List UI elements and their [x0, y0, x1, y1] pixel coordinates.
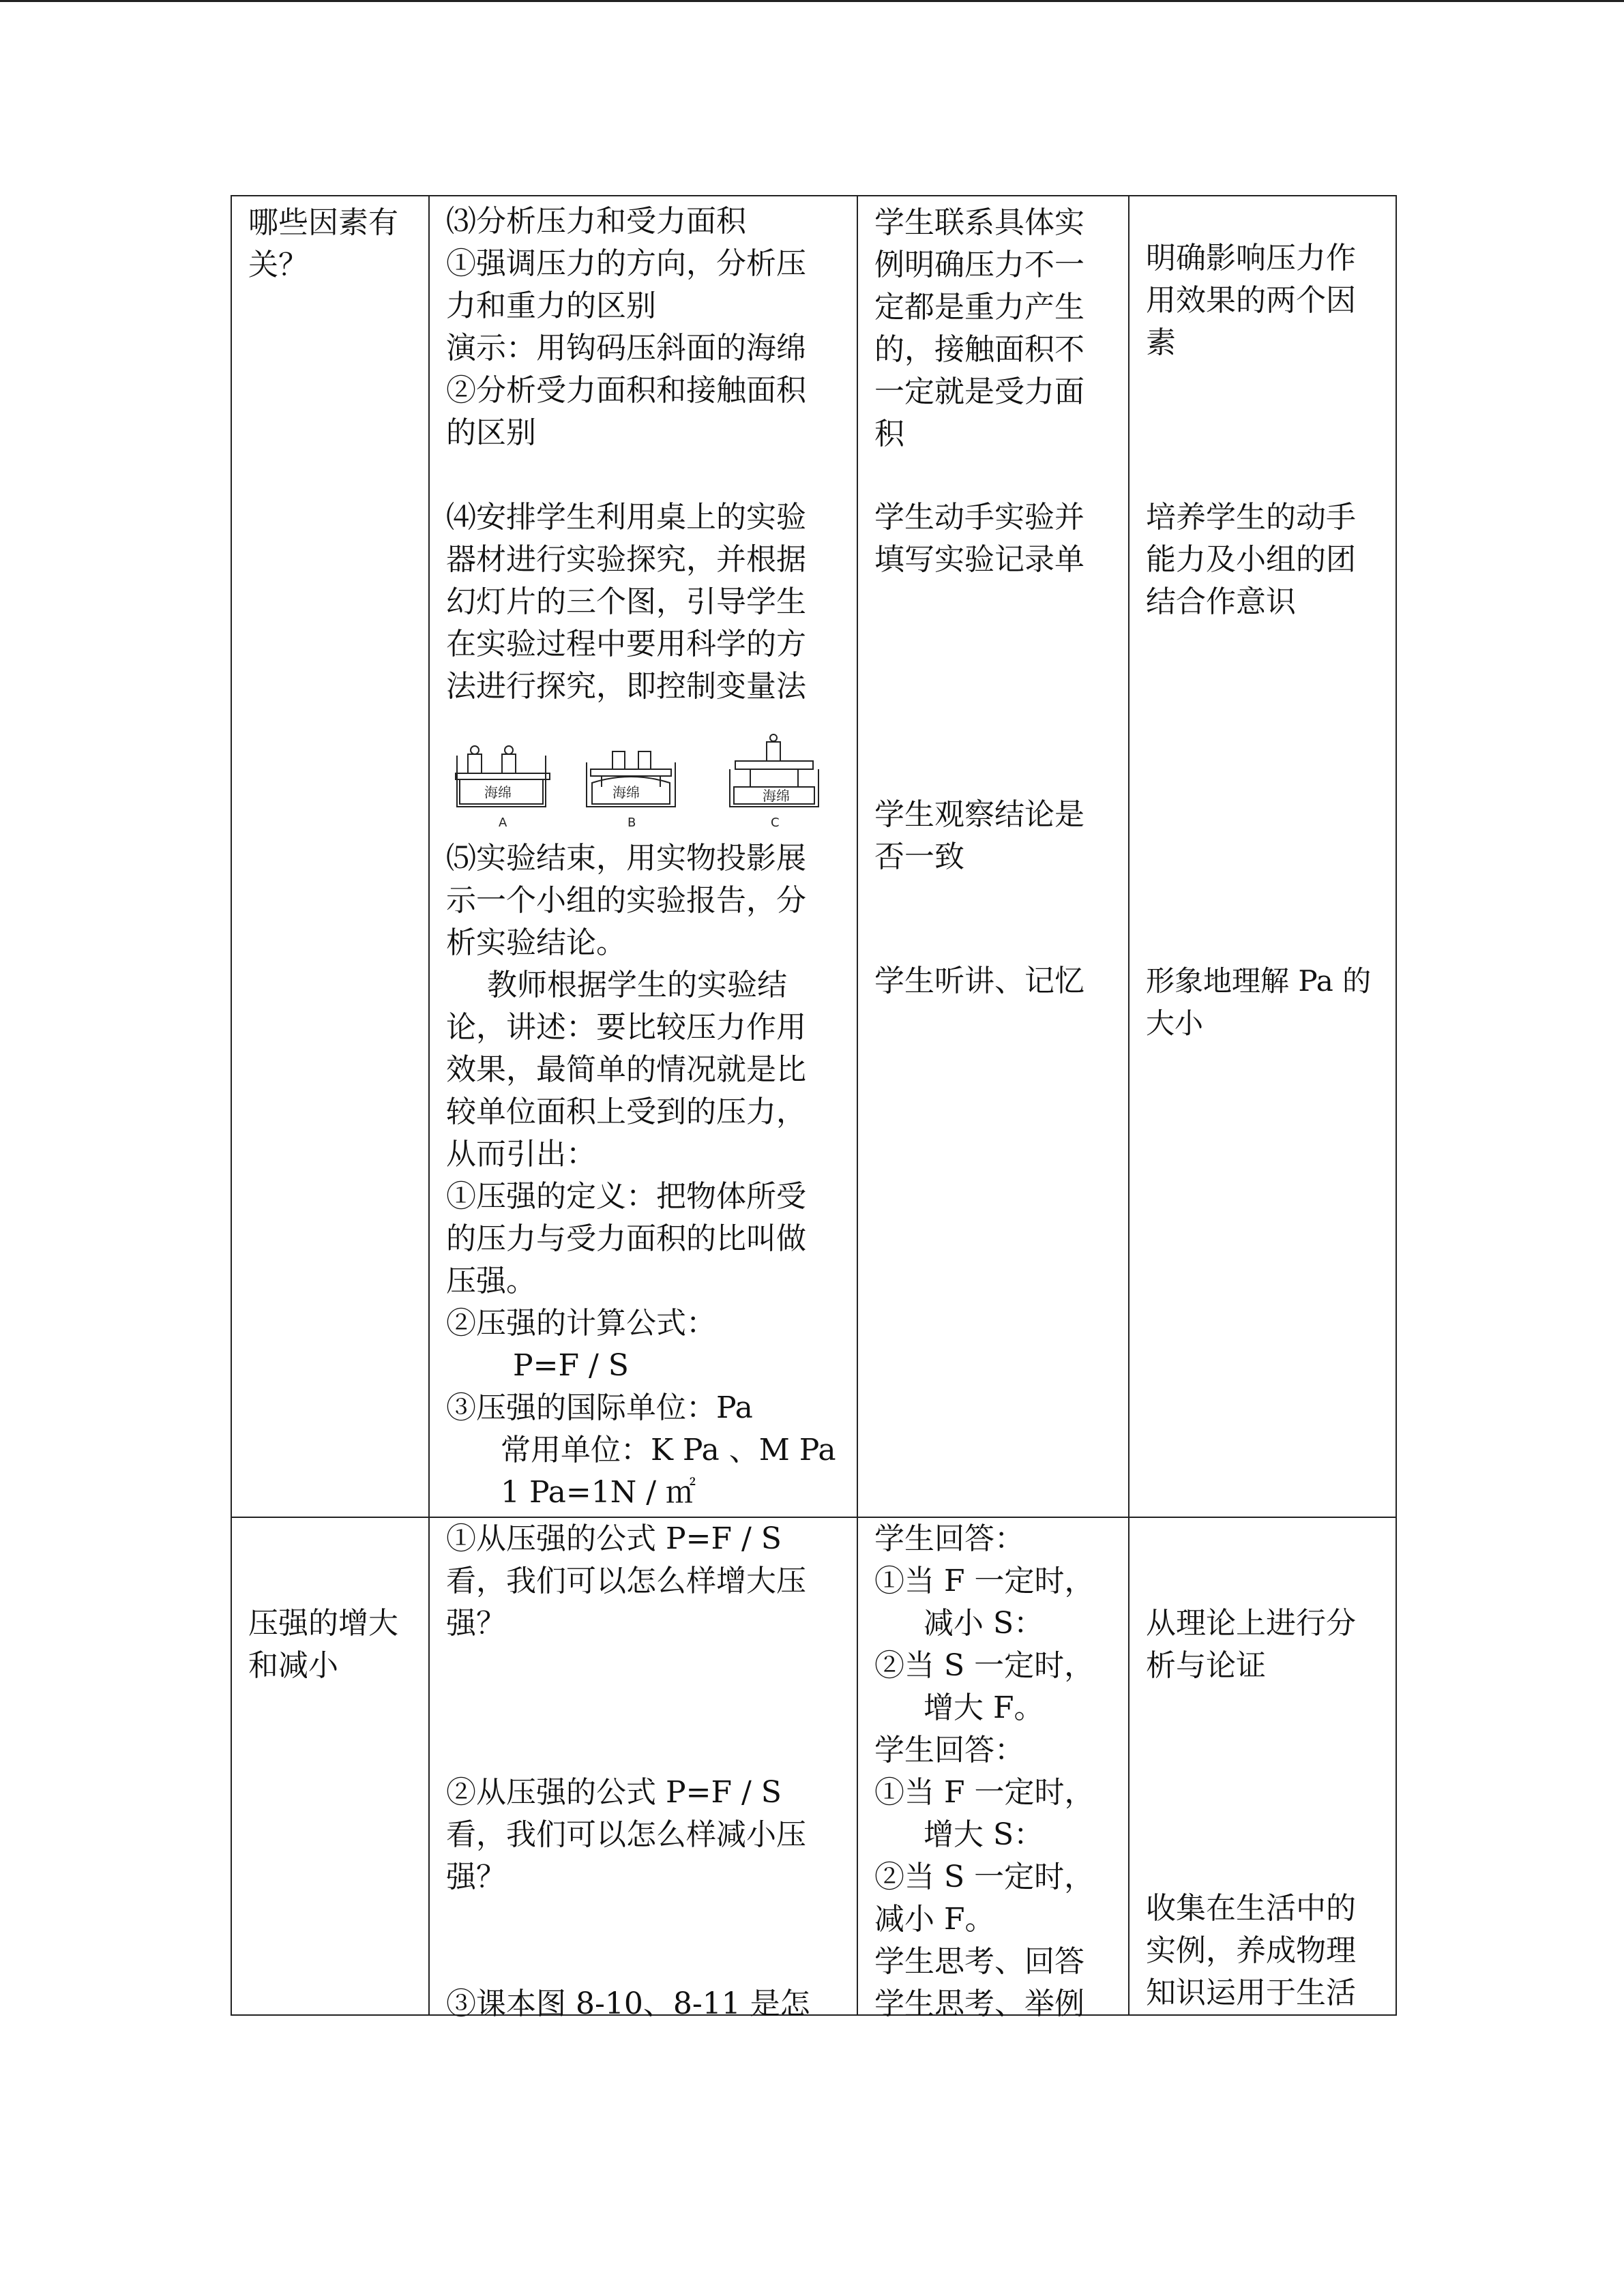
formula: P=F / S — [513, 1348, 629, 1383]
text-line: 哪些因素有 — [248, 205, 398, 240]
student-activity-cell — [857, 196, 1129, 1517]
text-line: 从而引出： — [446, 1137, 596, 1172]
text-line: 析实验结论。 — [446, 925, 626, 960]
svg-text:C: C — [771, 816, 780, 830]
text-line: 的，接触面积不 — [874, 332, 1084, 367]
text-line: 效果，最简单的情况就是比 — [446, 1052, 806, 1087]
svg-text:海绵: 海绵 — [484, 784, 512, 801]
text-line: 从理论上进行分 — [1146, 1606, 1356, 1641]
svg-text:海绵: 海绵 — [612, 784, 640, 801]
text-line: ③压强的国际单位：Pa — [446, 1390, 753, 1425]
text-line: 示一个小组的实验报告，分 — [446, 883, 806, 918]
text-line: 常用单位：K Pa 、M Pa — [501, 1433, 836, 1467]
text-line: ①当 F 一定时， — [874, 1564, 1095, 1598]
text-line: 较单位面积上受到的压力， — [446, 1094, 806, 1129]
text-line: 看，我们可以怎么样减小压 — [446, 1817, 806, 1852]
text-line: ③课本图 8-10、8-11 是怎 — [446, 1986, 810, 2021]
text-line: 例明确压力不一 — [874, 248, 1084, 282]
text-line: 收集在生活中的 — [1146, 1891, 1356, 1926]
text-line: 增大 S： — [924, 1817, 1044, 1852]
text-line: 用效果的两个因 — [1146, 283, 1356, 318]
text-line: 关？ — [248, 248, 308, 282]
svg-text:B: B — [628, 816, 636, 830]
text-line: ②当 S 一定时， — [874, 1860, 1095, 1894]
text-line: 素 — [1146, 325, 1176, 360]
text-line: 压强。 — [446, 1264, 536, 1298]
design-intent-cell — [1129, 196, 1396, 1517]
text-line: 形象地理解 Pa 的 — [1146, 964, 1372, 998]
text-line: 学生联系具体实 — [874, 205, 1084, 240]
text-line: ⑷安排学生利用桌上的实验 — [446, 500, 806, 535]
text-line: 填写实验记录单 — [874, 542, 1084, 577]
text-line: 培养学生的动手 — [1146, 500, 1356, 535]
teacher-activity-cell — [429, 1517, 857, 2021]
text-line: ①当 F 一定时， — [874, 1775, 1095, 1810]
text-line: 学生思考、举例 — [874, 1986, 1084, 2021]
text-line: 知识运用于生活 — [1146, 1976, 1356, 2010]
text-line: 学生思考、回答 — [874, 1944, 1084, 1979]
text-line: 论，讲述：要比较压力作用 — [446, 1010, 806, 1045]
text-line: 减小 F。 — [874, 1902, 995, 1937]
text-line: 幻灯片的三个图，引导学生 — [446, 584, 806, 619]
text-line: 器材进行实验探究，并根据 — [446, 542, 806, 577]
diagram-c — [730, 734, 818, 830]
text-line: 在实验过程中要用科学的方 — [446, 627, 806, 661]
experiment-diagram — [437, 728, 853, 831]
text-line: 看，我们可以怎么样增大压 — [446, 1564, 806, 1598]
text-line: 教师根据学生的实验结 — [487, 968, 787, 1002]
text-line: 结合作意识 — [1146, 584, 1296, 619]
text-line: ②压强的计算公式： — [446, 1306, 716, 1341]
teacher-activity-cell — [429, 196, 857, 1517]
text-line: 法进行探究，即控制变量法 — [446, 669, 806, 704]
text-line: ⑸实验结束，用实物投影展 — [446, 841, 806, 876]
topic-cell — [231, 196, 429, 1517]
text-line: 力和重力的区别 — [446, 288, 656, 323]
diagram-b — [587, 751, 675, 830]
text-line: 强？ — [446, 1606, 506, 1641]
text-line: 和减小 — [248, 1648, 338, 1683]
text-line: ①强调压力的方向，分析压 — [446, 246, 806, 281]
text-line: 增大 F。 — [924, 1690, 1044, 1725]
table-row — [231, 196, 1396, 1517]
text-line: ⑶分析压力和受力面积 — [446, 204, 746, 239]
text-line: 析与论证 — [1146, 1648, 1266, 1683]
text-line: ②从压强的公式 P=F / S — [446, 1775, 782, 1810]
text-line: 强？ — [446, 1860, 506, 1894]
topic-cell — [231, 1517, 429, 2015]
student-activity-cell — [857, 1517, 1129, 2021]
text-line: 明确影响压力作 — [1146, 241, 1356, 275]
text-line: 学生回答： — [874, 1733, 1024, 1768]
text-line: 的压力与受力面积的比叫做 — [446, 1221, 806, 1256]
page-top-rule — [0, 0, 1624, 2]
text-line: ①从压强的公式 P=F / S — [446, 1521, 782, 1556]
text-line: 定都是重力产生 — [874, 290, 1084, 325]
text-line: 的区别 — [446, 415, 536, 450]
text-line: 减小 S： — [924, 1606, 1044, 1641]
text-line: 1 Pa=1N / ㎡ — [501, 1475, 696, 1510]
text-line: 能力及小组的团 — [1146, 542, 1356, 577]
diagram-a — [456, 746, 550, 830]
text-line: 学生回答： — [874, 1521, 1024, 1556]
text-line: 学生听讲、记忆 — [874, 964, 1084, 998]
design-intent-cell — [1129, 1517, 1396, 2015]
text-line: 大小 — [1146, 1007, 1204, 1040]
text-line: 学生观察结论是 — [874, 797, 1084, 832]
svg-text:A: A — [499, 816, 507, 830]
text-line: 演示：用钩码压斜面的海绵 — [446, 331, 806, 366]
text-line: 压强的增大 — [248, 1606, 398, 1641]
text-line: 一定就是受力面 — [874, 374, 1084, 409]
text-line: 积 — [874, 417, 904, 451]
text-line: 学生动手实验并 — [874, 500, 1084, 535]
text-line: ②当 S 一定时， — [874, 1648, 1095, 1683]
table-row — [231, 1517, 1396, 2015]
text-line: ②分析受力面积和接触面积 — [446, 373, 806, 408]
text-line: 否一致 — [874, 839, 964, 874]
text-line: ①压强的定义：把物体所受 — [446, 1179, 806, 1214]
lesson-plan-table — [231, 195, 1397, 2021]
text-line: 实例，养成物理 — [1146, 1933, 1356, 1968]
svg-text:海绵: 海绵 — [763, 788, 790, 804]
